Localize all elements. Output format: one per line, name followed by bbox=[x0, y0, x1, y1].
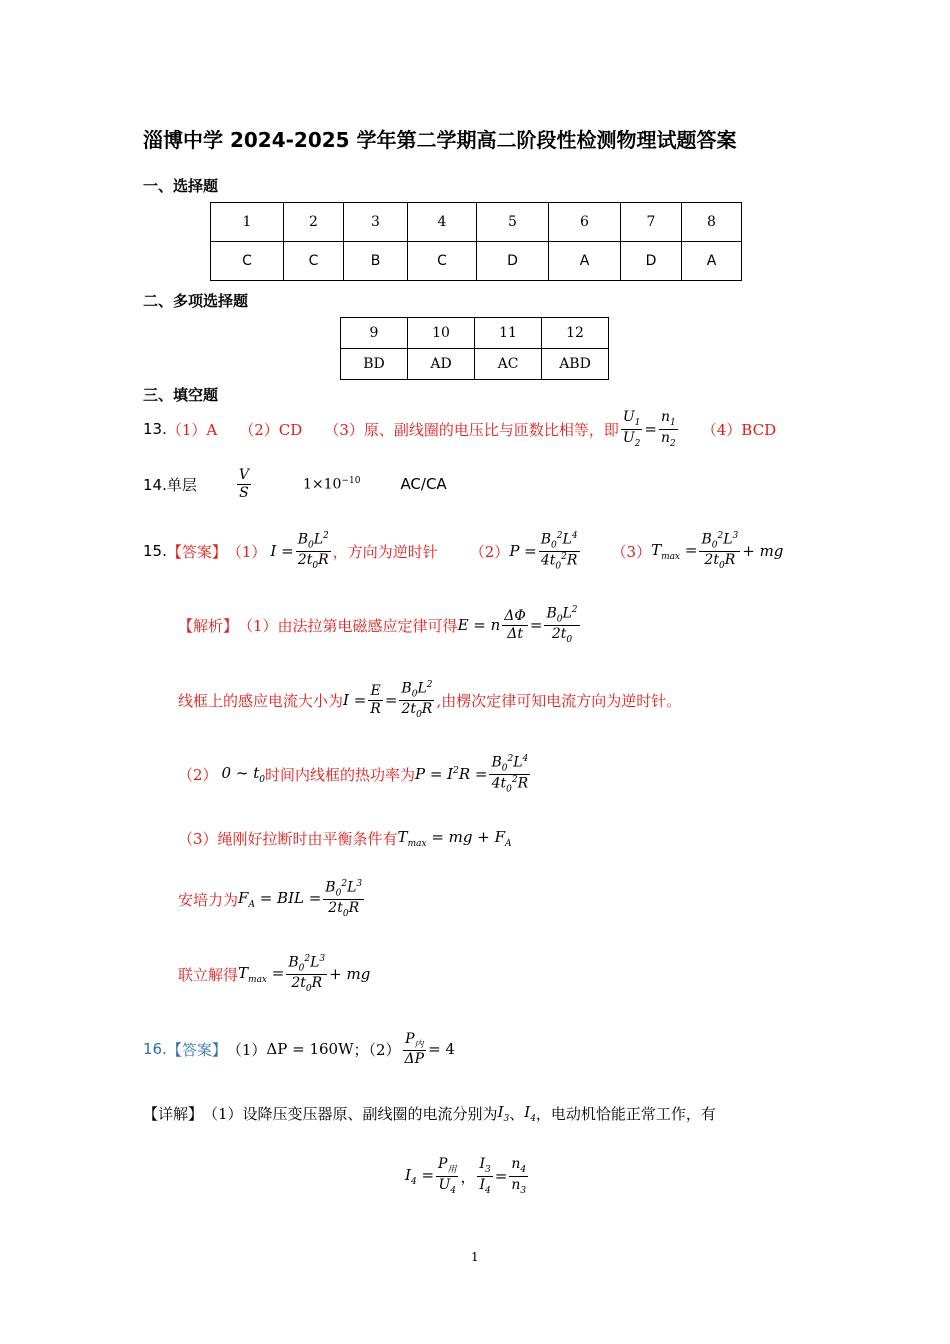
q15-label: 15. bbox=[143, 542, 167, 560]
q15-part3: （3） bbox=[611, 542, 652, 561]
q15-formula-p: $\frac{B_0^2L^4}{4t_0^2R}$ bbox=[540, 530, 578, 571]
q14-label: 14.单层 bbox=[143, 475, 197, 494]
q13-part1: （1）A bbox=[166, 420, 218, 439]
table-row bbox=[211, 203, 742, 242]
q15-analysis-line-6: 联立解得 $T_{max}$ = $\frac{B_0^2L^3}{2t_0R}$ + mg bbox=[178, 954, 371, 994]
q13-label: 13. bbox=[143, 420, 167, 438]
q14-line bbox=[143, 460, 447, 508]
q13-formula-u: $\frac{U_1}{U_2}$ bbox=[622, 409, 641, 449]
single-choice-table bbox=[210, 202, 742, 281]
q16-formula-2: $\frac{P_内}{\Delta P}$ bbox=[404, 1030, 425, 1068]
formula: $\frac{P_用}{U_4}$ bbox=[438, 1156, 457, 1196]
q16-detail-line: 【详解】 （1）设降压变压器原、副线圈的电流分别为 $I_3$ 、 $I_4$ ，电动机恰能正常工作，有 bbox=[143, 1102, 716, 1124]
q15-part2: （2） bbox=[469, 542, 510, 561]
section-3-heading: 三、填空题 bbox=[143, 386, 219, 404]
q14-formula: $\frac{V}{S}$ bbox=[238, 467, 249, 501]
table-cell: D bbox=[477, 242, 549, 281]
q16-formula-1: ΔP = 160W bbox=[266, 1040, 354, 1058]
formula: $\frac{n_4}{n_3}$ bbox=[511, 1156, 527, 1196]
table-cell: 4 bbox=[408, 203, 477, 242]
formula: $\frac{B_0^2L^4}{4t_0^2R}$ bbox=[491, 753, 529, 794]
q15-analysis-tag: 【解析】 bbox=[178, 616, 239, 635]
table-cell: 3 bbox=[344, 203, 408, 242]
q13-formula-n: $\frac{n_1}{n_2}$ bbox=[660, 409, 676, 449]
q15-analysis-line-2: 线框上的感应电流大小为 I = $\frac{E}{R}$ = $\frac{B_0L^2}{2t_0R}$ ,由楞次定律可知电流方向为逆时针。 bbox=[178, 680, 682, 720]
table-cell: D bbox=[621, 242, 682, 281]
q15-answer-tag: 【答案】 bbox=[166, 542, 227, 561]
table-cell: AC bbox=[475, 349, 542, 380]
q13-part4: （4）BCD bbox=[701, 420, 777, 439]
formula: $\frac{E}{R}$ bbox=[370, 683, 381, 717]
table-cell: 9 bbox=[341, 318, 408, 349]
table-row bbox=[211, 242, 742, 281]
table-cell: 11 bbox=[475, 318, 542, 349]
q16-detail-tag: 【详解】 bbox=[143, 1104, 204, 1123]
q16-label: 16. bbox=[143, 1040, 167, 1058]
table-cell: A bbox=[682, 242, 742, 281]
formula: $\frac{B_0L^2}{2t_0R}$ bbox=[401, 680, 433, 720]
table-cell: 5 bbox=[477, 203, 549, 242]
table-cell: C bbox=[284, 242, 344, 281]
table-row bbox=[341, 318, 609, 349]
section-2-heading: 二、多项选择题 bbox=[143, 292, 249, 310]
table-row bbox=[341, 349, 609, 380]
q15-answer-line: 15. 【答案】 （1） I = $\frac{B_0L^2}{2t_0R}$ ，方向为逆时针 （2） P = $\frac{B_0^2L^4}{4t_0^2R}$ （3） $T_{max}$ = $\frac{B_0^2L^3}{2t_0R}$ + mg bbox=[143, 530, 784, 571]
table-cell: C bbox=[408, 242, 477, 281]
q16-formula-line: $I_4$ = $\frac{P_用}{U_4}$ ， $\frac{I_3}{I_4}$ = $\frac{n_4}{n_3}$ bbox=[405, 1156, 527, 1196]
section-1-heading: 一、选择题 bbox=[143, 177, 219, 195]
q15-direction: ，方向为逆时针 bbox=[332, 542, 438, 561]
table-cell: AD bbox=[408, 349, 475, 380]
q15-analysis-line-5: 安培力为 $F_A$ = BIL = $\frac{B_0^2L^3}{2t_0R}$ bbox=[178, 879, 363, 919]
table-cell: 1 bbox=[211, 203, 284, 242]
formula: $\frac{I_3}{I_4}$ bbox=[479, 1156, 491, 1196]
q16-answer-tag: 【答案】 bbox=[166, 1040, 227, 1059]
formula: $\frac{\Delta\Phi}{\Delta t}$ bbox=[504, 608, 526, 642]
q13-part2: （2）CD bbox=[239, 420, 303, 439]
q15-part1: （1） bbox=[226, 542, 267, 561]
q15-formula-t: $\frac{B_0^2L^3}{2t_0R}$ bbox=[701, 531, 739, 571]
formula: $\frac{B_0^2L^3}{2t_0R}$ bbox=[325, 879, 363, 919]
page-title: 淄博中学 2024-2025 学年第二学期高二阶段性检测物理试题答案 bbox=[143, 128, 737, 152]
table-cell: 12 bbox=[542, 318, 609, 349]
table-cell: B bbox=[344, 242, 408, 281]
q14-value: $1\times 10^{-10}$ bbox=[302, 475, 361, 493]
page-number: 1 bbox=[471, 1250, 479, 1264]
q15-formula-i: $\frac{B_0L^2}{2t_0R}$ bbox=[297, 531, 329, 571]
q15-analysis-line-3: （2） 0 ~ $t_0$ 时间内线框的热功率为 $P = I^2R$ = $\frac{B_0^2L^4}{4t_0^2R}$ bbox=[178, 753, 529, 794]
table-cell: 7 bbox=[621, 203, 682, 242]
table-cell: BD bbox=[341, 349, 408, 380]
q16-answer-line: 16. 【答案】 （1） ΔP = 160W ；（2） $\frac{P_内}{\Delta P}$ = 4 bbox=[143, 1030, 455, 1068]
formula: $\frac{B_0L^2}{2t_0}$ bbox=[546, 605, 578, 645]
q13-part3: （3）原、副线圈的电压比与匝数比相等，即 bbox=[324, 420, 619, 439]
table-cell: C bbox=[211, 242, 284, 281]
table-cell: 2 bbox=[284, 203, 344, 242]
formula: $\frac{B_0^2L^3}{2t_0R}$ bbox=[288, 954, 326, 994]
multi-choice-table bbox=[340, 317, 609, 380]
table-cell: 6 bbox=[549, 203, 621, 242]
table-cell: 10 bbox=[408, 318, 475, 349]
table-cell: ABD bbox=[542, 349, 609, 380]
q14-answer: AC/CA bbox=[400, 475, 447, 493]
table-cell: 8 bbox=[682, 203, 742, 242]
q13-line: 13. （1）A （2）CD （3）原、副线圈的电压比与匝数比相等，即 $\frac{U_1}{U_2}$ = $\frac{n_1}{n_2}$ （4）BCD bbox=[143, 409, 777, 449]
q15-analysis-line-1: 【解析】 （1）由法拉第电磁感应定律可得 E = n $\frac{\Delta\Phi}{\Delta t}$ = $\frac{B_0L^2}{2t_0}$ bbox=[178, 605, 578, 645]
table-cell: A bbox=[549, 242, 621, 281]
q15-analysis-line-4: （3）绳刚好拉断时由平衡条件有 $T_{max}$ = mg + $F_A$ bbox=[178, 827, 512, 849]
